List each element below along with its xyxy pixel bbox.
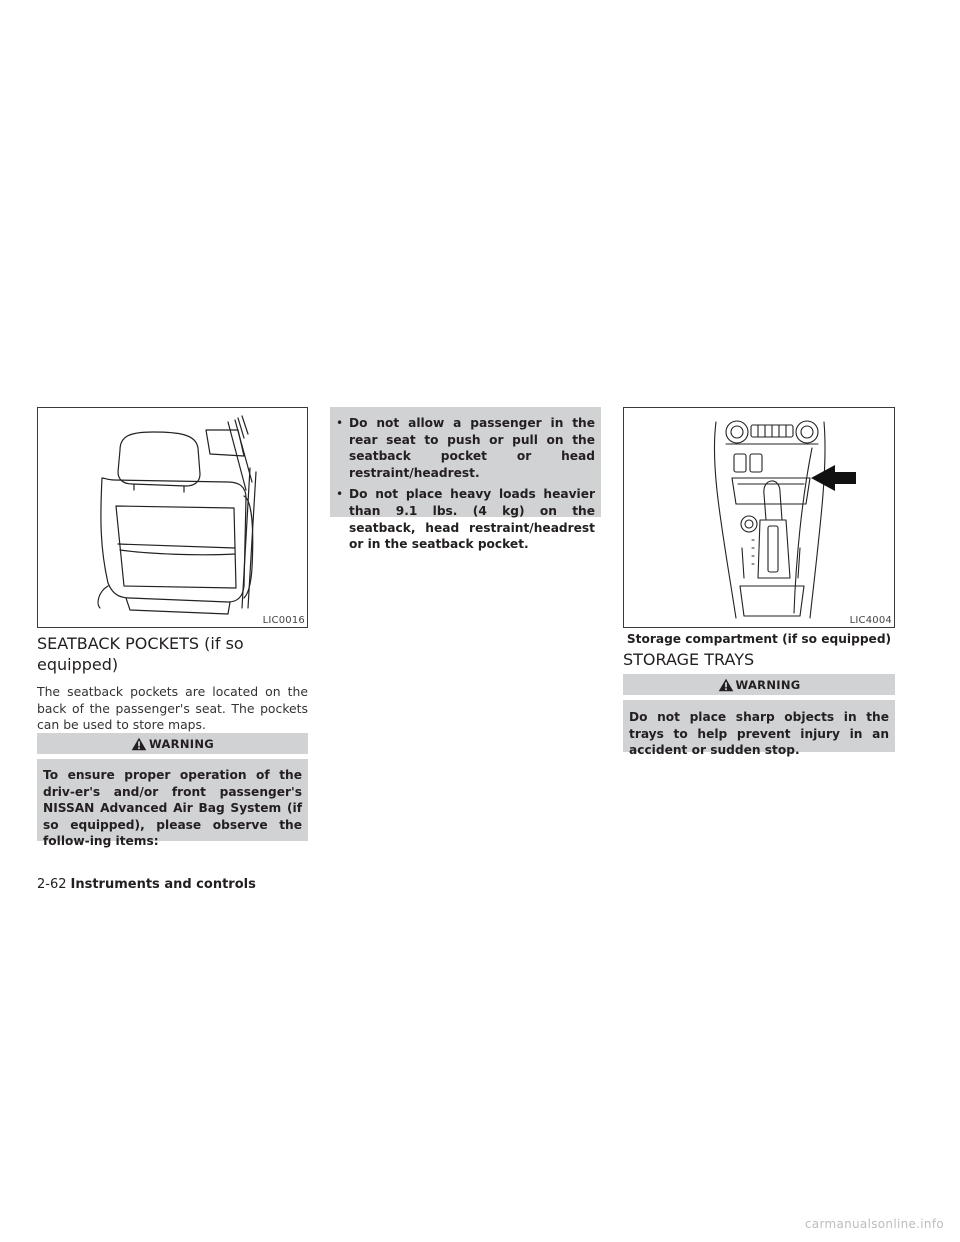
section-heading: STORAGE TRAYS: [623, 650, 755, 669]
section-body: The seatback pockets are located on the back of the passenger's seat. The pockets can be used to store maps.: [37, 684, 308, 732]
chapter-title: Instruments and controls: [70, 877, 256, 892]
page-footer: [37, 876, 256, 894]
warning-body: [37, 759, 308, 849]
watermark: carmanualsonline.info: [804, 1217, 944, 1231]
warning-triangle-icon: [131, 737, 147, 751]
warning-body: [623, 700, 895, 758]
page-number: 2-62: [37, 877, 67, 892]
center-console-storage-illustration: [624, 408, 896, 629]
warning-label: WARNING: [735, 677, 801, 692]
warning-header: [623, 674, 895, 695]
seatback-pocket-illustration: [38, 408, 309, 629]
warning-intro: To ensure proper operation of the driv-er's and/or front passenger's NISSAN Advanced Air Bag System (if so equipped), please observe the follow-ing items:: [43, 768, 302, 849]
figure-caption: Storage compartment (if so equipped): [626, 632, 892, 646]
seatback-pocket-figure: [37, 407, 308, 628]
warning-label: WARNING: [149, 736, 214, 751]
list-item: • Do not allow a passenger in the rear seat to push or pull on the seatback pocket or head restraint/headrest.: [336, 416, 595, 480]
console-storage-figure: [623, 407, 895, 628]
seatback-section: [37, 633, 308, 734]
bullet-icon: •: [336, 416, 344, 430]
warning-text: Do not place sharp objects in the trays to help prevent injury in an accident or sudden stop.: [629, 710, 889, 758]
figure-code: LIC0016: [262, 615, 305, 626]
warning-header: [37, 733, 308, 754]
figure-code: LIC4004: [849, 615, 892, 626]
warning-continued-list: [330, 407, 601, 552]
section-heading: SEATBACK POCKETS (if so equipped): [37, 634, 244, 674]
list-item: • Do not place heavy loads heavier than 9.1 lbs. (4 kg) on the seatback, head restraint/headrest or in the seatback pocket.: [336, 487, 595, 552]
bullet-icon: •: [336, 487, 344, 502]
warning-triangle-icon: [718, 678, 734, 692]
